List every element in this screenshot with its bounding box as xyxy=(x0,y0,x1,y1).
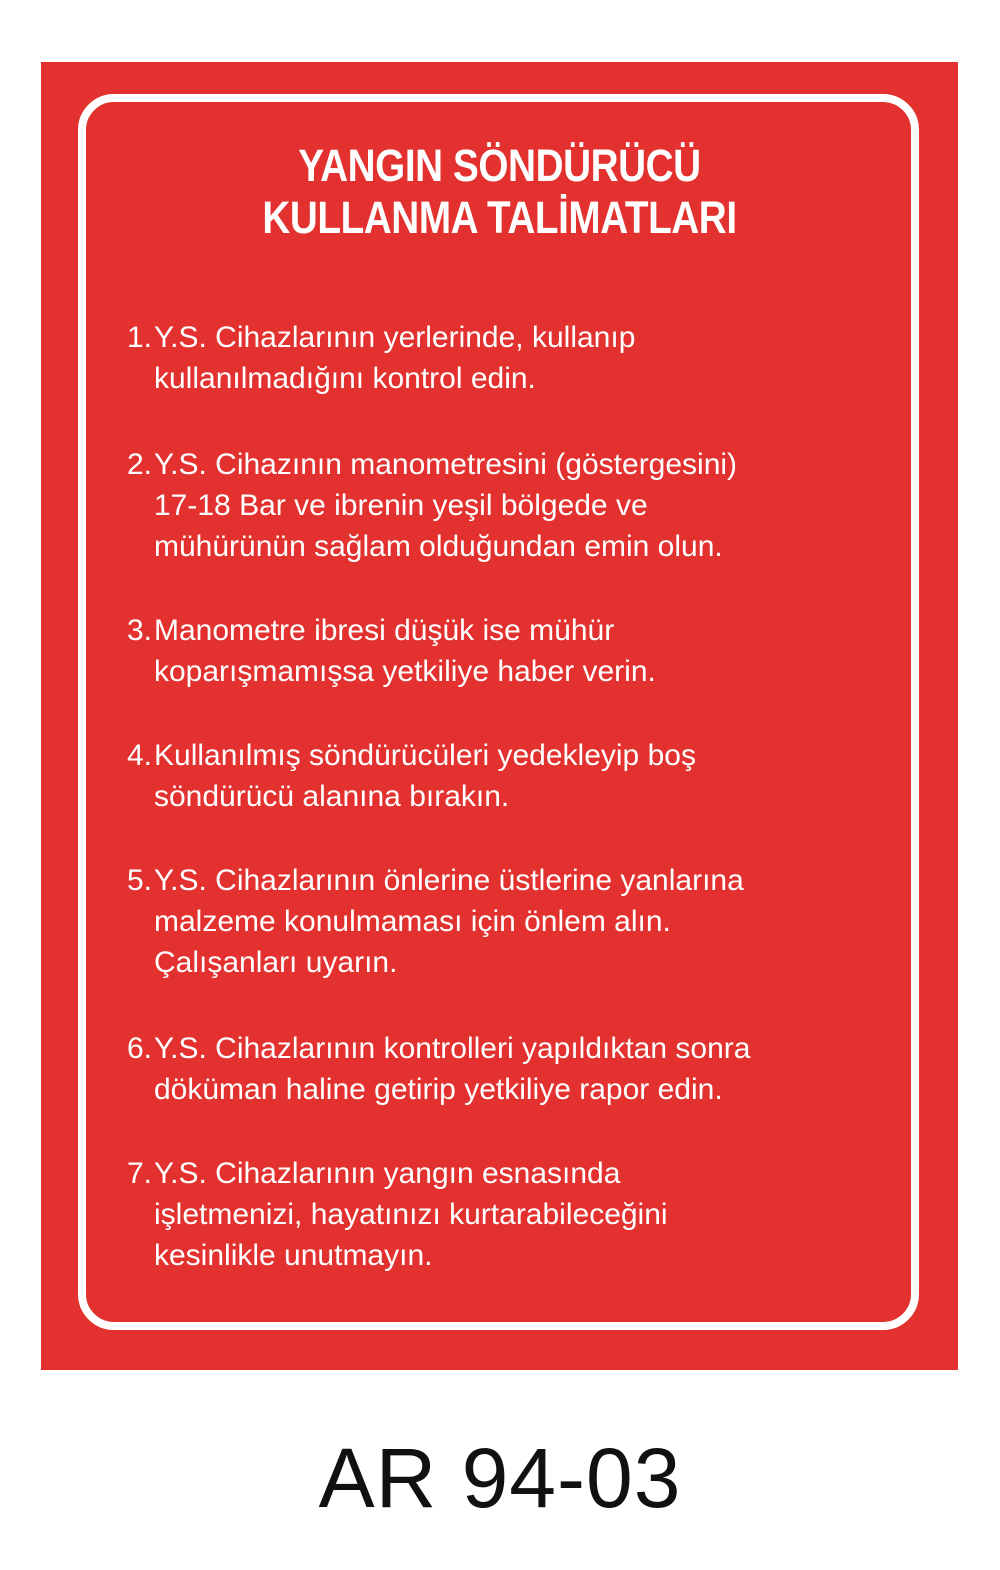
instruction-line: Y.S. Cihazlarının kontrolleri yapıldıktan sonra xyxy=(154,1032,751,1065)
instruction-line: mühürünün sağlam olduğundan emin olun. xyxy=(154,530,723,563)
instruction-item-1 xyxy=(118,317,908,399)
instruction-text xyxy=(152,1028,908,1110)
instruction-number: 2. xyxy=(126,448,152,481)
instruction-line: döküman haline getirip yetkiliye rapor edin. xyxy=(154,1073,723,1106)
instruction-text xyxy=(152,317,908,399)
instruction-text xyxy=(152,735,908,817)
instruction-number: 1. xyxy=(126,321,152,354)
instruction-line: söndürücü alanına bırakın. xyxy=(154,780,510,813)
instruction-line: Y.S. Cihazlarının yerlerinde, kullanıp xyxy=(154,321,636,354)
instruction-text xyxy=(152,444,908,567)
instruction-number: 4. xyxy=(126,739,152,772)
instruction-line: Y.S. Cihazının manometresini (göstergesini) xyxy=(154,448,738,481)
instruction-line: Kullanılmış söndürücüleri yedekleyip boş xyxy=(154,739,696,772)
instruction-line: kesinlikle unutmayın. xyxy=(154,1239,433,1272)
sign-title-line-2: KULLANMA TALİMATLARI xyxy=(262,192,737,243)
instruction-number: 7. xyxy=(126,1157,152,1190)
instruction-line: koparışmamışsa yetkiliye haber verin. xyxy=(154,655,656,688)
instruction-text xyxy=(152,1153,908,1276)
instruction-line: kullanılmadığını kontrol edin. xyxy=(154,362,536,395)
instruction-number: 6. xyxy=(126,1032,152,1065)
instruction-item-5 xyxy=(118,860,908,983)
instruction-line: Manometre ibresi düşük ise mühür xyxy=(154,614,615,647)
instruction-item-3 xyxy=(118,610,908,692)
instruction-number: 3. xyxy=(126,614,152,647)
sign-title xyxy=(105,140,894,244)
instruction-item-7 xyxy=(118,1153,908,1276)
instruction-line: Y.S. Cihazlarının yangın esnasında xyxy=(154,1157,621,1190)
instruction-sign xyxy=(41,62,958,1370)
instruction-number: 5. xyxy=(126,864,152,897)
instruction-item-6 xyxy=(118,1028,908,1110)
instruction-text xyxy=(152,860,908,983)
sign-border xyxy=(78,94,919,1330)
instruction-line: Y.S. Cihazlarının önlerine üstlerine yanlarına xyxy=(154,864,744,897)
instruction-item-4 xyxy=(118,735,908,817)
instruction-line: 17-18 Bar ve ibrenin yeşil bölgede ve xyxy=(154,489,648,522)
product-code: AR 94-03 xyxy=(318,1431,682,1525)
instruction-line: işletmenizi, hayatınızı kurtarabileceğini xyxy=(154,1198,668,1231)
instruction-line: Çalışanları uyarın. xyxy=(154,946,398,979)
instruction-line: malzeme konulmaması için önlem alın. xyxy=(154,905,671,938)
instruction-text xyxy=(152,610,908,692)
instruction-item-2 xyxy=(118,444,908,567)
sign-title-line-1: YANGIN SÖNDÜRÜCÜ xyxy=(298,140,701,191)
